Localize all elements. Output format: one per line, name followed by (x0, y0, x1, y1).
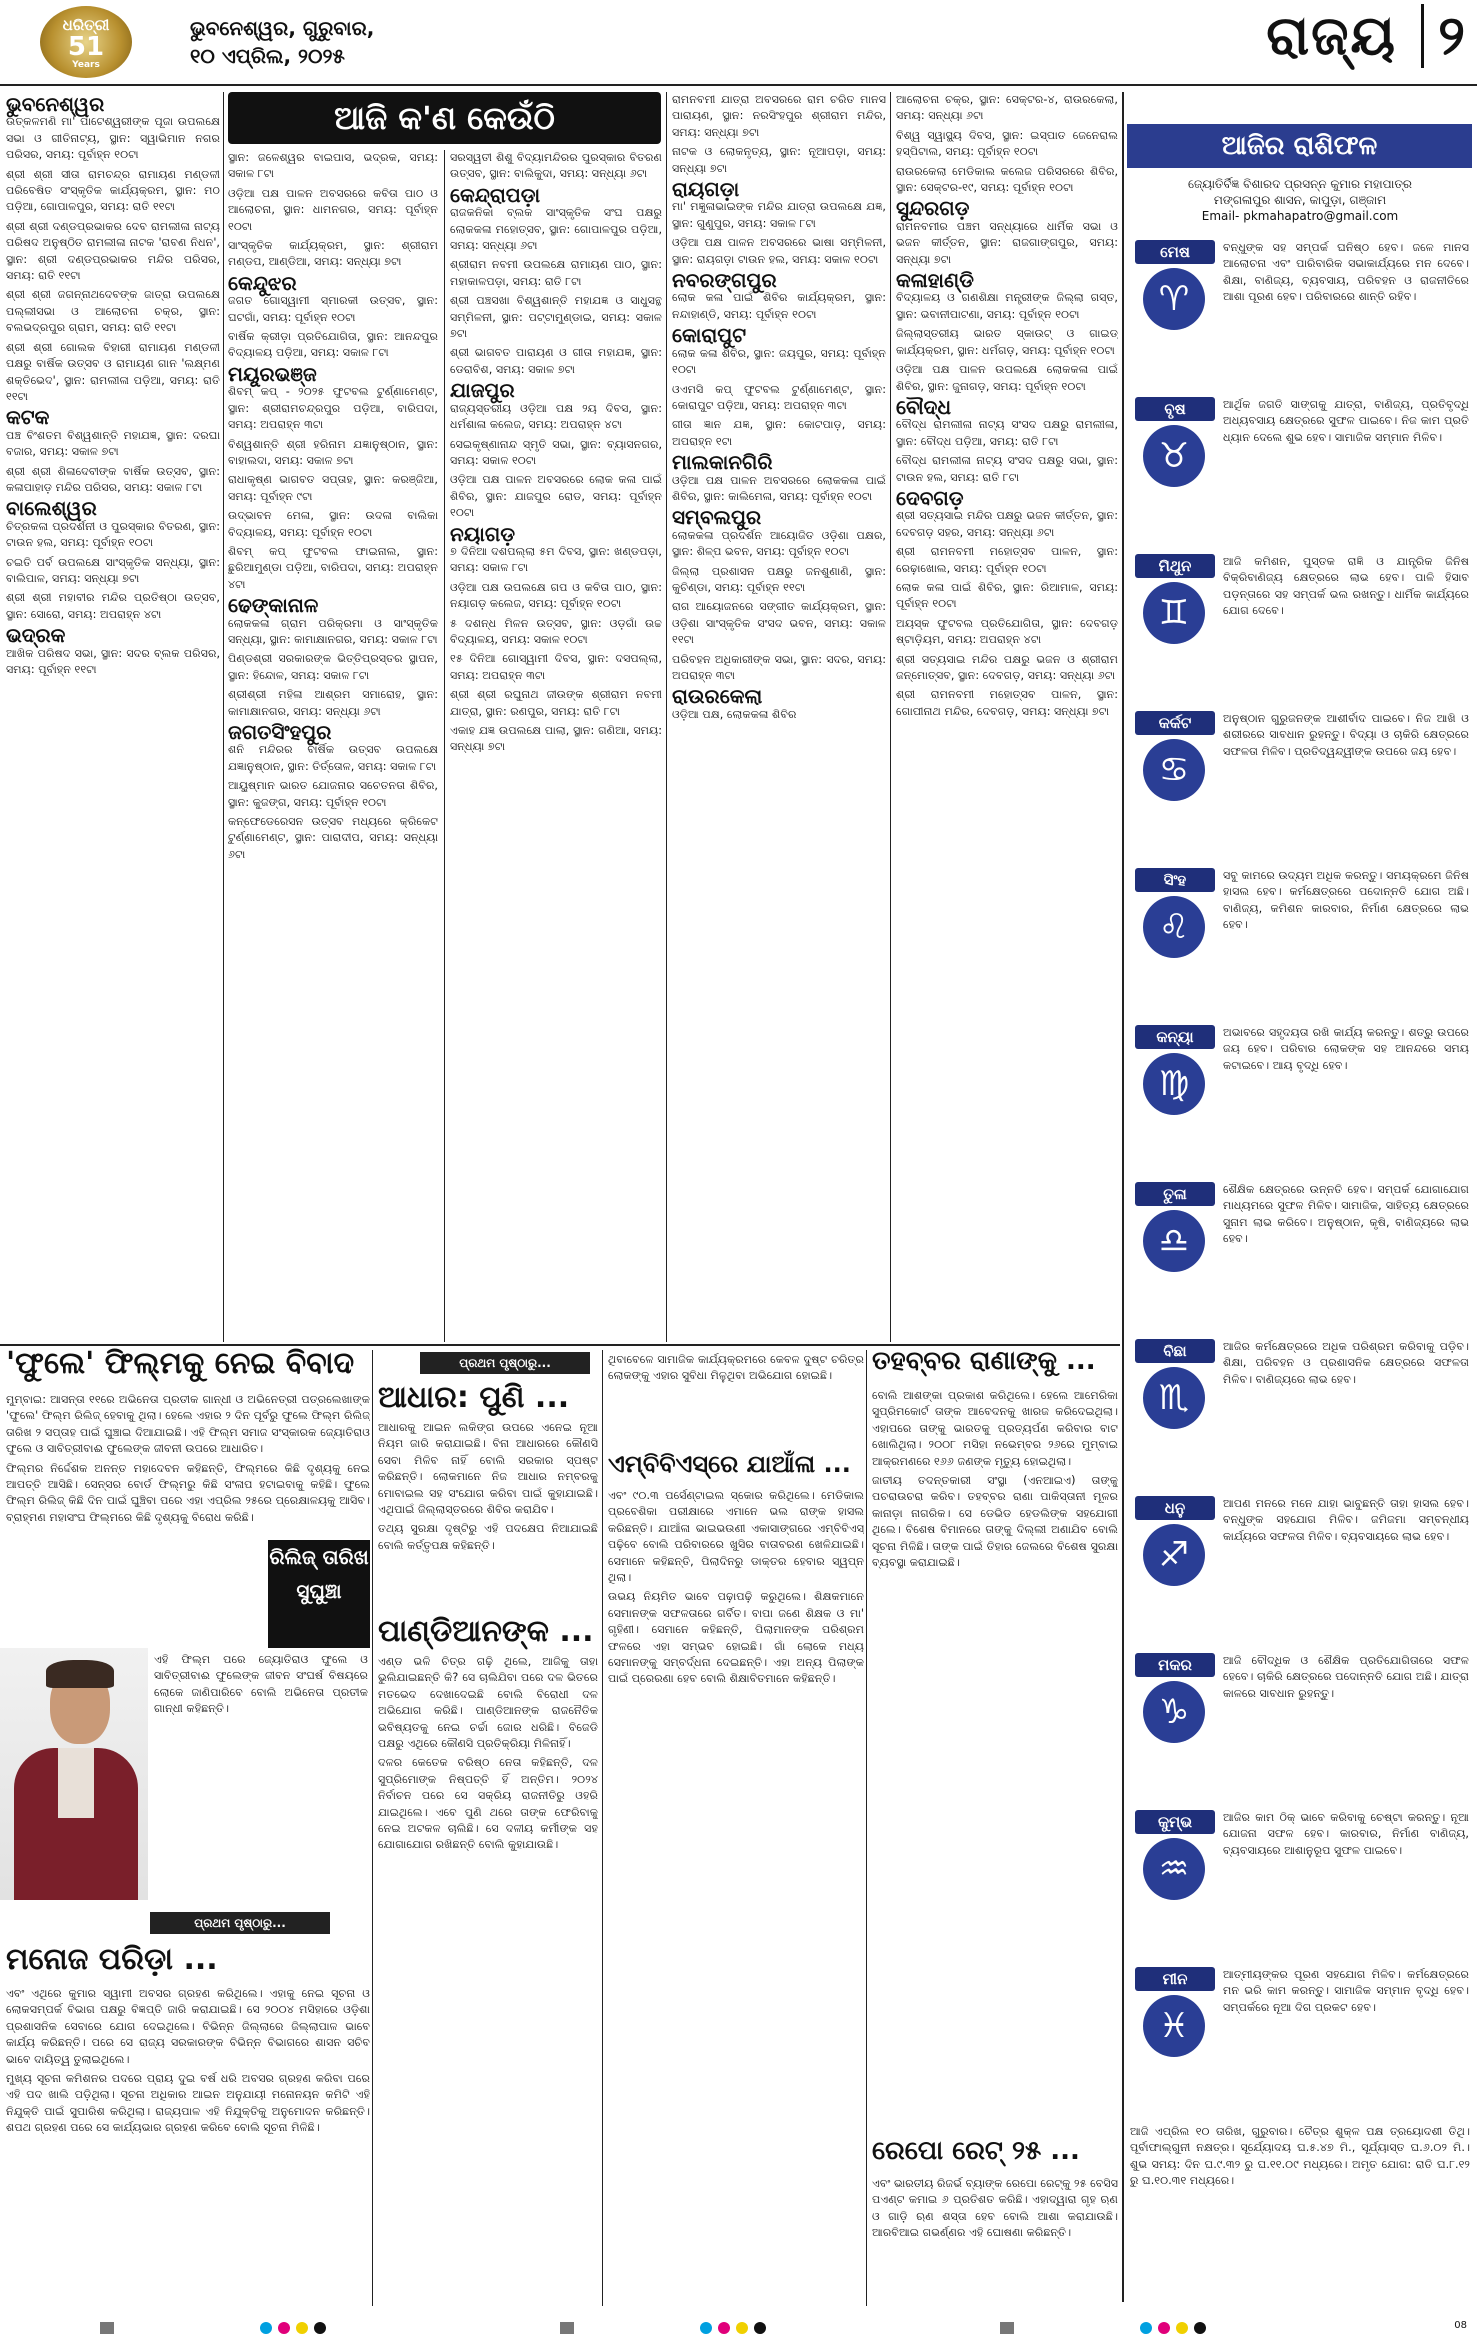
event-item: ଲୋକ କଳା ପାଇଁ ଶିବିର, ସ୍ଥାନ: ରିଆମାଳ, ସମୟ: ପୂର୍ବାହ୍ନ ୧୦ଟା (896, 580, 1118, 611)
registration-dot-magenta (718, 2322, 730, 2334)
registration-dot-magenta (278, 2322, 290, 2334)
registration-dot-black (754, 2322, 766, 2334)
rashi-sign-name: କର୍କଟ (1135, 711, 1215, 735)
event-item: ଶ୍ରୀଶ୍ରୀ ମହିଳା ଆଶ୍ରମ ସମାରୋହ, ସ୍ଥାନ: କାମାକ୍ଷାନଗର, ସମୟ: ସନ୍ଧ୍ୟା ୬ଟା (228, 688, 438, 718)
event-district-heading: ଜଗତସିଂହପୁର (228, 720, 332, 744)
column-rule (223, 92, 224, 1342)
rashi-sign-name: ମେଷ (1135, 240, 1215, 264)
rashi-sign-entry (1127, 1963, 1472, 2075)
event-district-heading: ନବରଙ୍ଗପୁର (672, 268, 777, 293)
event-item: ଓଡ଼ିଆ ପକ୍ଷ ପାଳନ ଉପଲକ୍ଷେ ଲୋକକଳା ପାଇଁ ଶିବିର, ସ୍ଥାନ: ଜୁନାଗଡ଼, ସମୟ: ପୂର୍ବାହ୍ନ ୧୦ଟା (896, 363, 1118, 393)
dateline (190, 14, 374, 70)
event-district-heading: ଯାଜପୁର (450, 378, 515, 403)
column-rule (666, 92, 667, 1342)
column-rule (372, 1350, 373, 2306)
event-item: ବିଦ୍ୟାଳୟ ଓ ଗଣଶିକ୍ଷା ମନ୍ତ୍ରୀଙ୍କ ଜିଲ୍ଲା ଗସ୍ତ, ସ୍ଥାନ: ଭବାନୀପାଟଣା, ସମୟ: ପୂର୍ବାହ୍ନ ୧୦ଟା (896, 291, 1118, 321)
story-manoj-para: ମୁଖ୍ୟ ସୂଚନା କମିଶନର ପଦରେ ପ୍ରାୟ ଦୁଇ ବର୍ଷ ଧରି ଅବସର ଗ୍ରହଣ କରିବା ପରେ ଏହି ପଦ ଖାଲି ପଡ଼ିଥିଲା। ସୂଚନା ଅଧିକାର ଆଇନ ଅନୁଯାୟୀ ମନୋନୟନ କମିଟି ଏହି ନିଯୁକ୍ତି ପାଇଁ ସୁପାରିଶ କରିଥିଲା। ରାଜ୍ୟପାଳ ଏହି ନିଯୁକ୍ତିକୁ ଅନୁମୋଦନ କରିଛନ୍ତି। ଶପଥ ଗ୍ରହଣ ପରେ ସେ କାର୍ଯ୍ୟଭାର ଗ୍ରହଣ କରିବେ ବୋଲି ସୂଚନା ମିଳିଛି। (6, 2072, 370, 2135)
event-item: ଶନି ମନ୍ଦିରର ବାର୍ଷିକ ଉତ୍ସବ ଉପଲକ୍ଷେ ଯଜ୍ଞାନୁଷ୍ଠାନ, ସ୍ଥାନ: ତିର୍ତ୍ତୋଳ, ସମୟ: ସକାଳ ୮ଟା (228, 743, 438, 773)
story-aadhaar-para: ଆଧାରକୁ ଆଇନ ଲକିଙ୍ଗ ଉପରେ ଏନେଇ ନୂଆ ନିୟମ ଜାରି କରାଯାଇଛି। ବିନା ଆଧାରରେ କୌଣସି ସେବା ମିଳିବ ନାହିଁ ବୋଲି ସରକାର ସ୍ପଷ୍ଟ କରିଛନ୍ତି। ଲୋକମାନେ ନିଜ ଆଧାର ନମ୍ବରକୁ ମୋବାଇଲ ସହ ସଂଯୋଗ କରିବା ପାଇଁ କୁହାଯାଇଛି। ଏଥିପାଇଁ ଜିଲ୍ଲାସ୍ତରରେ ଶିବିର କରାଯିବ। (378, 1421, 598, 1517)
rashi-sign-forecast: ଆଜି ବୌଦ୍ଧିକ ଓ ଶୈକ୍ଷିକ ପ୍ରତିଯୋଗିତାରେ ସଫଳ ହେବେ। ଚାକିରି କ୍ଷେତ୍ରରେ ପଦୋନ୍ନତି ଯୋଗ ଅଛି। ଯାତ୍ରା କାଳରେ ସାବଧାନ ରୁହନ୍ତୁ। (1223, 1654, 1469, 1700)
event-item: ଓଡ଼ିଆ ପକ୍ଷ ପାଳନ ଅବସରରେ କବିତା ପାଠ ଓ ଆଲୋଚନା, ସ୍ଥାନ: ଧାମନଗର, ସମୟ: ପୂର୍ବାହ୍ନ ୧୦ଟା (228, 186, 438, 233)
event-item: ଓଡ଼ିଆ ପକ୍ଷ, ଲୋକକଳା ଶିବିର (672, 707, 797, 721)
zodiac-icon: ♊ (1143, 582, 1205, 644)
zodiac-icon: ♒ (1143, 1838, 1205, 1900)
story-pandian-para: ଏଣ୍ଡ ଭଳି ଚିତ୍ର ଗଢ଼ି ଥିଲେ, ଆଜିକୁ ତାହା ଭୁଲିଯାଇଛନ୍ତି କି? ସେ ଚାଲିଯିବା ପରେ ଦଳ ଭିତରେ ମତଭେଦ ଦେଖାଦେଇଛି ବୋଲି ବିରୋଧୀ ଦଳ ଅଭିଯୋଗ କରିଛି। ପାଣ୍ଡିଆନଙ୍କ ରାଜନୈତିକ ଭବିଷ୍ୟତକୁ ନେଇ ଚର୍ଚ୍ଚା ଜୋର ଧରିଛି। ବିଜେଡି ପକ୍ଷରୁ ଏଥିରେ କୌଣସି ପ୍ରତିକ୍ରିୟା ମିଳିନାହିଁ। (378, 1655, 598, 1751)
masthead (0, 0, 1477, 86)
rashi-sign-name: ବୃଷ (1135, 397, 1215, 421)
rashi-sign-forecast: ଆର୍ଥିକ ଜଗତି ସାଙ୍ଗକୁ ଯାତ୍ରା, ବାଣିଜ୍ୟ, ପ୍ରତିବୃଦ୍ଧି ଅଧ୍ୟବସାୟ କ୍ଷେତ୍ରରେ ସୁଫଳ ପାଇବେ। ନିଜ କାମ ପ୍ରତି ଧ୍ୟାନ ଦେଲେ ଶୁଭ ହେବ। ସାମାଜିକ ସମ୍ମାନ ମିଳିବ। (1223, 398, 1469, 444)
rashi-sign-forecast: ଅନୁଷ୍ଠାନ ଗୁରୁଜନଙ୍କ ଆଶୀର୍ବାଦ ପାଇବେ। ନିଜ ଆଖି ଓ ଶରୀରରେ ସାବଧାନ ରୁହନ୍ତୁ। ବିଦ୍ୟା ଓ ଚାକିରି କ୍ଷେତ୍ରରେ ସଫଳତା ମିଳିବ। ପ୍ରତିଦ୍ୱନ୍ଦ୍ୱୀଙ୍କ ଉପରେ ଜୟ ହେବ। (1223, 712, 1469, 758)
event-item: ରାଉରକେଲା ମେଡିକାଲ କଲେଜ ପରିସରରେ ଶିବିର, ସ୍ଥାନ: ସେକ୍ଟର-୧୯, ସମୟ: ପୂର୍ବାହ୍ନ ୧୦ଟା (896, 164, 1118, 195)
event-district-heading: କଳାହାଣ୍ଡି (896, 268, 974, 293)
rashi-sign-forecast: ଆପଣ ମନରେ ମନେ ଯାହା ଭାବୁଛନ୍ତି ତାହା ହାସଲ ହେବ। ବନ୍ଧୁଙ୍କ ସହଯୋଗ ମିଳିବ। ଜମିଜମା ସମ୍ବନ୍ଧୀୟ କାର୍ଯ୍ୟରେ ସଫଳତା ମିଳିବ। ବ୍ୟବସାୟରେ ଲାଭ ହେବ। (1223, 1497, 1469, 1543)
rashi-sign-name: ମକର (1135, 1653, 1215, 1677)
front-page-continued-label: ପ୍ରଥମ ପୃଷ୍ଠାରୁ... (420, 1352, 590, 1374)
event-item: ବିଶ୍ୱଶାନ୍ତି ଶ୍ରୀ ହରିନାମ ଯଜ୍ଞାନୁଷ୍ଠାନ, ସ୍ଥାନ: ବାହାଲଦା, ସମୟ: ସକାଳ ୭ଟା (228, 437, 438, 467)
event-item: ୫ ଦଶନ୍ଧ ମିଳନ ଉତ୍ସବ, ସ୍ଥାନ: ଓଡ଼ଗାଁ ଉଚ୍ଚ ବିଦ୍ୟାଳୟ, ସମୟ: ସକାଳ ୧୦ଟା (450, 616, 662, 646)
actor-photo (0, 1648, 148, 1900)
zodiac-icon: ♋ (1143, 739, 1205, 801)
astrologer-name: ଜ୍ୟୋତିର୍ବିଜ୍ଞ ବିଶାରଦ ପ୍ରସନ୍ନ କୁମାର ମହାପାତ୍ର (1187, 177, 1412, 191)
events-column-5 (896, 92, 1118, 1342)
dateline-date: ୧୦ ଏପ୍ରିଲ, ୨୦୨୫ (190, 44, 345, 68)
photo-shirt (58, 1748, 94, 1818)
astrologer-email: Email- pkmahapatro@gmail.com (1201, 209, 1399, 223)
dateline-place-day: ଭୁବନେଶ୍ୱର, ଗୁରୁବାର, (190, 16, 375, 40)
rashi-sign-entry (1127, 1806, 1472, 1918)
event-item: ଜଗତ ଗୋସ୍ୱାମୀ ସ୍ମାରକୀ ଉତ୍ସବ, ସ୍ଥାନ: ଘଟଗାଁ, ସମୟ: ପୂର୍ବାହ୍ନ ୧୦ଟା (228, 294, 438, 324)
event-item: ରାମନବମୀର ପଞ୍ଚମ ସନ୍ଧ୍ୟାରେ ଧାର୍ମିକ ସଭା ଓ ଭଜନ କୀର୍ତ୍ତନ, ସ୍ଥାନ: ରାଜଗାଙ୍ଗପୁର, ସମୟ: ସନ୍ଧ୍ୟା ୭ଟା (896, 219, 1118, 266)
event-district-heading: ସମ୍ବଲପୁର (672, 505, 762, 530)
registration-dot-cyan (700, 2322, 712, 2334)
event-item: ରାଜ୍ୟସ୍ତରୀୟ ଓଡ଼ିଆ ପକ୍ଷ ୨ୟ ଦିବସ, ସ୍ଥାନ: ଧର୍ମଶାଳା କଲେଜ, ସମୟ: ଅପରାହ୍ନ ୪ଟା (450, 401, 662, 432)
event-item: ପଞ୍ଚ ବିଂଶତମ ବିଶ୍ୱଶାନ୍ତି ମହାଯଜ୍ଞ, ସ୍ଥାନ: ଦରଘା ବଜାର, ସମୟ: ସକାଳ ୭ଟା (6, 428, 220, 459)
story-mbbs-para: ଉଭୟ ନିୟମିତ ଭାବେ ପଢ଼ାପଢ଼ି କରୁଥିଲେ। ଶିକ୍ଷକମାନେ ସେମାନଙ୍କ ସଫଳତାରେ ଗର୍ବିତ। ବାପା ଜଣେ ଶିକ୍ଷକ ଓ ମା' ଗୃହିଣୀ। ସେମାନେ କହିଛନ୍ତି, ପିଲାମାନଙ୍କ ପରିଶ୍ରମ ଫଳରେ ଏହା ସମ୍ଭବ ହୋଇଛି। ଗାଁ ଲୋକେ ମଧ୍ୟ ସେମାନଙ୍କୁ ସମ୍ବର୍ଦ୍ଧନା ଦେଇଛନ୍ତି। ଏହା ଅନ୍ୟ ପିଲାଙ୍କ ପାଇଁ ପ୍ରେରଣା ହେବ ବୋଲି ଶିକ୍ଷାବିତମାନେ କହିଛନ୍ତି। (608, 1590, 864, 1686)
rashi-sign-entry (1127, 1335, 1472, 1447)
event-district-heading: ବୌଦ୍ଧ (896, 394, 951, 419)
rashi-sign-name: କୁମ୍ଭ (1135, 1810, 1215, 1834)
event-item: ଚିତ୍ରକଳା ପ୍ରଦର୍ଶନୀ ଓ ପୁରସ୍କାର ବିତରଣ, ସ୍ଥାନ: ଟାଉନ ହଲ, ସମୟ: ପୂର୍ବାହ୍ନ ୧୦ଟା (6, 519, 220, 550)
event-item: ଜିଲ୍ଲାସ୍ତରୀୟ ଭାରତ ସ୍କାଉଟ୍ ଓ ଗାଇଡ୍ କାର୍ଯ୍ୟକ୍ରମ, ସ୍ଥାନ: ଧର୍ମଗଡ଼, ସମୟ: ପୂର୍ବାହ୍ନ ୧୦ଟା (896, 327, 1118, 357)
story-manoj-para: ଏବଂ ଏଥିରେ କୁମାର ସ୍ୱାମୀ ଅବସର ଗ୍ରହଣ କରିଥିଲେ। ଏହାକୁ ନେଇ ସୂଚନା ଓ ଲୋକସମ୍ପର୍କ ବିଭାଗ ପକ୍ଷରୁ ବିଜ୍ଞପ୍ତି ଜାରି କରାଯାଇଛି। ସେ ୨୦୦୪ ମସିହାରେ ଓଡ଼ିଶା ପ୍ରଶାସନିକ ସେବାରେ ଯୋଗ ଦେଇଥିଲେ। ବିଭିନ୍ନ ଜିଲ୍ଲାରେ ଜିଲ୍ଲାପାଳ ଭାବେ କାର୍ଯ୍ୟ କରିଛନ୍ତି। ପରେ ସେ ରାଜ୍ୟ ସରକାରଙ୍କ ବିଭିନ୍ନ ବିଭାଗରେ ଶାସନ ସଚିବ ଭାବେ ଦାୟିତ୍ୱ ତୁଲାଇଥିଲେ। (6, 1987, 370, 2066)
registration-bar (100, 2322, 114, 2334)
zodiac-icon: ♎ (1143, 1210, 1205, 1272)
column-rule (602, 1350, 603, 2306)
event-item: ରାମନବମୀ ଯାତ୍ରା ଅବସରରେ ରାମ ଚରିତ ମାନସ ପାରାୟଣ, ସ୍ଥାନ: ନରସିଂହପୁର ଶ୍ରୀରାମ ମନ୍ଦିର, ସମୟ: ସନ୍ଧ୍ୟା ୭ଟା (672, 93, 886, 139)
rashi-sign-name: ତୁଳା (1135, 1182, 1215, 1206)
headline-mbbs: ଏମ୍‌ବିବିଏସ୍‌ରେ ଯାଆଁଳା ... (608, 1450, 851, 1478)
event-district-heading: କେନ୍ଦ୍ରାପଡ଼ା (450, 182, 541, 207)
rashi-sign-entry (1127, 707, 1472, 819)
page-number: ୨ (1421, 4, 1465, 68)
headline-phule: 'ଫୁଲେ' ଫିଲ୍ମକୁ ନେଇ ବିବାଦ (6, 1346, 355, 1381)
headline-tahawwur: ତହବ୍ବର ରାଣାଙ୍କୁ ... (872, 1346, 1096, 1376)
zodiac-icon: ♈ (1143, 268, 1205, 330)
event-item: ଚଇତି ପର୍ବ ଉପଲକ୍ଷେ ସାଂସ୍କୃତିକ ସନ୍ଧ୍ୟା, ସ୍ଥାନ: ବାଲିପାଳ, ସମୟ: ସନ୍ଧ୍ୟା ୭ଟା (6, 555, 220, 585)
zodiac-icon: ♑ (1143, 1681, 1205, 1743)
event-item: ୭ ଦିନିଆ ଦଶପଲ୍ଲା ୫ମ ଦିବସ, ସ୍ଥାନ: ଖଣ୍ଡପଡ଼ା, ସମୟ: ସକାଳ ୮ଟା (450, 544, 662, 575)
logo-years-label: Years (72, 60, 100, 70)
event-district-heading: କଟକ (6, 405, 50, 430)
events-banner: ଆଜି କ'ଣ କେଉଁଠି (228, 92, 661, 144)
event-item: ଶ୍ରୀ ସତ୍ୟସାଇ ମନ୍ଦିର ପକ୍ଷରୁ ଭଜନ କୀର୍ତ୍ତନ, ସ୍ଥାନ: ଦେବଗଡ଼ ସହର, ସମୟ: ସନ୍ଧ୍ୟା ୬ଟା (896, 509, 1118, 539)
column-rule (866, 1350, 867, 2306)
event-item: ଅୟସ୍କ ଫୁଟବଲ ପ୍ରତିଯୋଗିତା, ସ୍ଥାନ: ଦେବଗଡ଼ ଷ୍ଟାଡ଼ିୟମ, ସମୟ: ଅପରାହ୍ନ ୪ଟା (896, 616, 1118, 647)
event-item: ଶ୍ରୀ ଶ୍ରୀ ଶିଳାଦେବୀଙ୍କ ବାର୍ଷିକ ଉତ୍ସବ, ସ୍ଥାନ: କଳାପାହାଡ଼ ମନ୍ଦିର ପରିସର, ସମୟ: ସକାଳ ୮ଟା (6, 464, 220, 494)
event-item: ଶ୍ରୀ ଶ୍ରୀ ଜଗନ୍ନାଥଦେବଙ୍କ ଜାତ୍ରା ଉପଲକ୍ଷେ ପଲ୍ଲୀସଭା ଓ ଆଲୋଚନା ଚକ୍ର, ସ୍ଥାନ: ବଲଭଦ୍ରପୁର ଗ୍ରାମ, ସମୟ: ରାତି ୧୧ଟା (6, 288, 220, 335)
registration-dot-yellow (296, 2322, 308, 2334)
registration-dot-black (314, 2322, 326, 2334)
event-item: ପିଣ୍ଡଶ୍ରୀ ସରକାରଙ୍କ ଭିତ୍ତିପ୍ରସ୍ତର ସ୍ଥାପନ, ସ୍ଥାନ: ହିନ୍ଦୋଳ, ସମୟ: ସକାଳ ୮ଟା (228, 652, 438, 682)
rashi-sign-forecast: ଆତ୍ମୀୟଙ୍କର ପୂରଣ ସହଯୋଗ ମିଳିବ। କର୍ମକ୍ଷେତ୍ରରେ ମନ ଭରି କାମ କରନ୍ତୁ। ସାମାଜିକ ସମ୍ମାନ ବୃଦ୍ଧି ହେବ। ସମ୍ପର୍କରେ ନୂଆ ଦିଗ ପ୍ରକଟ ହେବ। (1223, 1968, 1469, 2014)
event-item: ଶ୍ରୀ ଶ୍ରୀ ଗୋଲକ ବିହାରୀ ରାମାୟଣ ମଣ୍ଡଳୀ ପକ୍ଷରୁ ବାର୍ଷିକ ଉତ୍ସବ ଓ ରାମାୟଣ ଗାନ 'ଲକ୍ଷ୍ମଣ ଶକ୍ତିଭେଦ', ସ୍ଥାନ: ରାମଲୀଳା ପଡ଼ିଆ, ସମୟ: ରାତି ୧୧ଟା (6, 340, 220, 403)
rashi-sign-name: ଧନୁ (1135, 1496, 1215, 1520)
page-code: 08 (1454, 2320, 1467, 2331)
event-item: ଓଏମସି କପ୍ ଫୁଟବଲ ଟୁର୍ଣ୍ଣାମେଣ୍ଟ, ସ୍ଥାନ: କୋରାପୁଟ ପଡ଼ିଆ, ସମୟ: ଅପରାହ୍ନ ୩ଟା (672, 382, 886, 412)
rashi-sign-forecast: ବନ୍ଧୁଙ୍କ ସହ ସମ୍ପର୍କ ଘନିଷ୍ଠ ହେବ। ଜଳେ ମାନସ ଆଲୋଚନା ଏବଂ ପାରିବାରିକ ସଭାକାର୍ଯ୍ୟରେ ମନ ଦେବେ। ଶିକ୍ଷା, ବାଣିଜ୍ୟ, ବ୍ୟବସାୟ, ପରିବହନ ଓ ରାଜନୀତିରେ ଆଶା ପୂରଣ ହେବ। ପରିବାରରେ ଶାନ୍ତି ରହିବ। (1223, 241, 1469, 304)
newspaper-logo (40, 6, 132, 78)
event-item: ଲୋକକଳା ପ୍ରଦର୍ଶନ ଆୟୋଜିତ ଓଡ଼ିଶା ପକ୍ଷର, ସ୍ଥାନ: ଶିଳ୍ପ ଭବନ, ସମୟ: ପୂର୍ବାହ୍ନ ୧୦ଟା (672, 528, 886, 559)
registration-dot-yellow (736, 2322, 748, 2334)
rashi-sign-entry (1127, 1649, 1472, 1761)
rashi-sign-forecast: ଅଭାବରେ ସହୃଦୟତା ରଖି କାର୍ଯ୍ୟ କରନ୍ତୁ। ଶତ୍ରୁ ଉପରେ ଜୟ ହେବ। ପରିବାର ଲୋକଙ୍କ ସହ ଆନନ୍ଦରେ ସମୟ କଟାଇବେ। ଆୟ ବୃଦ୍ଧି ହେବ। (1223, 1026, 1469, 1072)
event-item: ଶ୍ରୀ ପଞ୍ଚସଖା ବିଶ୍ୱଶାନ୍ତି ମହାଯଜ୍ଞ ଓ ସାଧୁସନ୍ଥ ସମ୍ମିଳନୀ, ସ୍ଥାନ: ପଟ୍ଟାମୁଣ୍ଡାଇ, ସମୟ: ସକାଳ ୭ଟା (450, 294, 662, 341)
event-item: ଆଲୋଚନା ଚକ୍ର, ସ୍ଥାନ: ସେକ୍ଟର-୪, ରାଉରକେଲା, ସମୟ: ସନ୍ଧ୍ୟା ୬ଟା (896, 93, 1118, 123)
event-item: ସରସ୍ୱତୀ ଶିଶୁ ବିଦ୍ୟାମନ୍ଦିରର ପୁରସ୍କାର ବିତରଣ ଉତ୍ସବ, ସ୍ଥାନ: ବାଲିକୁଦା, ସମୟ: ସନ୍ଧ୍ୟା ୬ଟା (450, 151, 662, 181)
event-district-heading: ମାଲକାନଗିରି (672, 450, 773, 475)
column-rule (890, 92, 891, 1342)
event-district-heading: ଦେବଗଡ଼ (896, 485, 964, 510)
rashi-sign-name: ମିଥୁନ (1135, 554, 1215, 578)
astrologer-credit (1140, 176, 1460, 224)
logo-years: 51 (67, 32, 105, 62)
events-column-1 (6, 92, 220, 1342)
zodiac-icon: ♏ (1143, 1367, 1205, 1429)
registration-bar (1000, 2322, 1014, 2334)
registration-dot-yellow (1176, 2322, 1188, 2334)
rashiphal-heading: ଆଜିର ରାଶିଫଳ (1127, 124, 1472, 168)
byline-box: ରିଲିଜ୍ ତାରିଖ ସୁଘୁଞ୍ଚା (268, 1540, 370, 1648)
story-mbbs-lead: ଥିବାବେଳେ ସାମାଜିକ କାର୍ଯ୍ୟକ୍ରମରେ କେବଳ ଦୁଷ୍ଟ ଚରିତ୍ର ଲୋକଙ୍କୁ ଏହାର ସୁବିଧା ମିଳୁଥିବା ଅଭିଯୋଗ ହୋଇଛି। (608, 1353, 864, 1383)
rashi-sign-forecast: ଆଜିର କର୍ମକ୍ଷେତ୍ରରେ ଅଧିକ ପରିଶ୍ରମ କରିବାକୁ ପଡ଼ିବ। ଶିକ୍ଷା, ପରିବହନ ଓ ପ୍ରଶାସନିକ କ୍ଷେତ୍ରରେ ସଫଳତା ମିଳିବ। ବାଣିଜ୍ୟରେ ଲାଭ ହେବ। (1223, 1340, 1469, 1386)
event-item: ଆଖିକ ପରିଷଦ ସଭା, ସ୍ଥାନ: ସଦର ବ୍ଲକ ପରିସର, ସମୟ: ପୂର୍ବାହ୍ନ ୧୧ଟା (6, 646, 220, 676)
rashi-sign-forecast: ଆଜି କମିଶନ, ପୁସ୍ତକ ରାଜ୍ଞି ଓ ଯାନ୍ତ୍ରିକ ଜିନିଷ ବିକ୍ରିବାଣିଜ୍ୟ କ୍ଷେତ୍ରରେ ଲାଭ ହେବ। ପାଳି ହିସାବ ପଡ଼ନ୍ତାରେ ସହ ସମ୍ପର୍କ ଭଲ ରଖନ୍ତୁ। ଧାର୍ମିକ କାର୍ଯ୍ୟରେ ଯୋଗ ଦେବେ। (1223, 555, 1469, 618)
story-phule-para: ଫିଲ୍ମର ନିର୍ଦ୍ଦେଶକ ଅନନ୍ତ ମହାଦେବନ କହିଛନ୍ତି, ଫିଲ୍ମରେ କିଛି ଦୃଶ୍ୟକୁ ନେଇ ଆପତ୍ତି ଆସିଛି। ସେନ୍ସର ବୋର୍ଡ ଫିଲ୍ମରୁ କିଛି ସଂଳାପ ହଟାଇବାକୁ କହିଛି। ଫୁଲେ ଫିଲ୍ମ ରିଲିଜ୍ କିଛି ଦିନ ପାଇଁ ଘୁଞ୍ଚିବା ପରେ ଏହା ଏପ୍ରିଲ ୨୫ରେ ପ୍ରେକ୍ଷାଳୟକୁ ଆସିବ। ବ୍ରାହ୍ମଣ ମହାସଂଘ ଫିଲ୍ମରେ କିଛି ଦୃଶ୍ୟକୁ ବିରୋଧ କରିଛି। (6, 1461, 370, 1524)
story-manoj (6, 1986, 370, 2306)
event-item: ଉତ୍କଳମଣି ମା' ପାଟେଶ୍ୱରୀଙ୍କ ପୂଜା ଉପଲକ୍ଷେ ସଭା ଓ ଗୀତିନାଟ୍ୟ, ସ୍ଥାନ: ସ୍ୱାଭିମାନ ନଗର ପରିସର, ସମୟ: ପୂର୍ବାହ୍ନ ୧୦ଟା (6, 115, 220, 162)
rashi-sign-entry (1127, 393, 1472, 505)
event-item: ଆୟୁଷ୍ମାନ ଭାରତ ଯୋଜନାର ସଚେତନତା ଶିବିର, ସ୍ଥାନ: କୁଜଙ୍ଗ, ସମୟ: ପୂର୍ବାହ୍ନ ୧୦ଟା (228, 779, 438, 809)
event-district-heading: ମୟୂରଭଞ୍ଜ (228, 361, 317, 386)
section-title: ରାଜ୍ୟ (1266, 4, 1397, 67)
event-item: ଶ୍ରୀ ରାମନବମୀ ମହୋତ୍ସବ ପାଳନ, ସ୍ଥାନ: ଗୋପୀନାଥ ମନ୍ଦିର, ଦେବଗଡ଼, ସମୟ: ସନ୍ଧ୍ୟା ୭ଟା (896, 688, 1118, 718)
events-column-3 (450, 150, 662, 1342)
story-mbbs (608, 1488, 864, 2306)
zodiac-icon: ♐ (1143, 1524, 1205, 1586)
rashi-sign-name: କନ୍ୟା (1135, 1025, 1215, 1049)
astrologer-address: ମଙ୍ଗଳାପୁର ଶାସନ, କାପୁଡ଼ା, ଗଞ୍ଜାମ (1213, 193, 1387, 207)
event-item: କନ୍ଫେଡେରେସନ ଉତ୍ସବ ମଧ୍ୟରେ କ୍ରିକେଟ ଟୁର୍ଣ୍ଣାମେଣ୍ଟ, ସ୍ଥାନ: ପାରାଦୀପ, ସମୟ: ସନ୍ଧ୍ୟା ୬ଟା (228, 815, 438, 861)
event-district-heading: ଭୁବନେଶ୍ୱର (6, 92, 105, 116)
event-item: ଉଦ୍ଭାବନ ମେଳା, ସ୍ଥାନ: ଉଦଳା ବାଲିକା ବିଦ୍ୟାଳୟ, ସମୟ: ପୂର୍ବାହ୍ନ ୧୦ଟା (228, 509, 438, 539)
event-district-heading: ନୟାଗଡ଼ (450, 521, 516, 546)
headline-aadhaar: ଆଧାର: ପୁଣି ... (378, 1380, 570, 1415)
event-item: ଓଡ଼ିଆ ପକ୍ଷ ପାଳନ ଅବସରରେ ଭାଷା ସମ୍ମିଳନୀ, ସ୍ଥାନ: ରାୟଗଡ଼ା ଟାଉନ ହଲ, ସମୟ: ସକାଳ ୧୦ଟା (672, 236, 886, 266)
registration-dot-magenta (1158, 2322, 1170, 2334)
event-district-heading: ଢେଙ୍କାନାଳ (228, 593, 319, 618)
event-item: ଓଡ଼ିଆ ପକ୍ଷ ଉପଲକ୍ଷେ ଗପ ଓ କବିତା ପାଠ, ସ୍ଥାନ: ନୟାଗଡ଼ କଲେଜ, ସମୟ: ପୂର୍ବାହ୍ନ ୧୦ଟା (450, 580, 662, 611)
rashi-sign-entry (1127, 236, 1472, 348)
event-item: ବାର୍ଷିକ କ୍ରୀଡ଼ା ପ୍ରତିଯୋଗିତା, ସ୍ଥାନ: ଆନନ୍ଦପୁର ବିଦ୍ୟାଳୟ ପଡ଼ିଆ, ସମୟ: ସକାଳ ୮ଟା (228, 330, 438, 360)
column-rule (1122, 92, 1124, 2302)
event-district-heading: ରାୟଗଡ଼ା (672, 177, 740, 202)
panjika: ଆଜି ଏପ୍ରିଲ ୧୦ ତାରିଖ, ଗୁରୁବାର। ଚୈତ୍ର ଶୁକ୍ଳ ପକ୍ଷ ତ୍ରୟୋଦଶୀ ତିଥି। ପୂର୍ବାଫାଲ୍ଗୁନୀ ନକ୍ଷତ୍ର। ସୂର୍ଯ୍ୟୋଦୟ ଘ.୫.୪୭ ମି., ସୂର୍ଯ୍ୟାସ୍ତ ଘ.୬.୦୨ ମି.। ଶୁଭ ସମୟ: ଦିନ ଘ.୯.୩୨ ରୁ ଘ.୧୧.୦୯ ମଧ୍ୟରେ। ଅମୃତ ଯୋଗ: ରାତି ଘ.୮.୧୨ ରୁ ଘ.୧୦.୩୧ ମଧ୍ୟରେ। (1130, 2125, 1470, 2188)
event-item: ଓଡ଼ିଆ ପକ୍ଷ ପାଳନ ଅବସରରେ ଲୋକକଳା ପାଇଁ ଶିବିର, ସ୍ଥାନ: କାଲିମେଳା, ସମୟ: ପୂର୍ବାହ୍ନ ୧୦ଟା (672, 473, 886, 503)
story-phule-para: ମୁମ୍ବାଇ: ଆସନ୍ତା ୧୧ରେ ଅଭିନେତା ପ୍ରତୀକ ଗାନ୍ଧୀ ଓ ଅଭିନେତ୍ରୀ ପତ୍ରଲେଖାଙ୍କ 'ଫୁଲେ' ଫିଲ୍ମ ରିଲିଜ୍ ହେବାକୁ ଥିଲା। ହେଲେ ଏହାର ୨ ଦିନ ପୂର୍ବରୁ ଫୁଲେ ଫିଲ୍ମ ରିଲିଜ୍ ତାରିଖ ୨ ସପ୍ତାହ ପାଇଁ ଘୁଞ୍ଚାଇ ଦିଆଯାଇଛି। ଏହି ଫିଲ୍ମ ସମାଜ ସଂସ୍କାରକ ଜ୍ୟୋତିରାଓ ଫୁଲେ ଓ ସାବିତ୍ରୀବାଈ ଫୁଲେଙ୍କ ଜୀବନୀ ଉପରେ ଆଧାରିତ। (6, 1393, 370, 1456)
event-item: ନାଟକ ଓ ଲୋକନୃତ୍ୟ, ସ୍ଥାନ: ନୂଆପଡ଼ା, ସମୟ: ସନ୍ଧ୍ୟା ୭ଟା (672, 145, 886, 175)
registration-bar (560, 2322, 574, 2334)
photo-hair (46, 1660, 114, 1688)
event-item: ଶ୍ରୀ ସତ୍ୟସାଇ ମନ୍ଦିର ପକ୍ଷରୁ ଭଜନ ଓ ଶ୍ରୀରାମ ଜନ୍ମୋତ୍ସବ, ସ୍ଥାନ: ଦେବଗଡ଼, ସମୟ: ସନ୍ଧ୍ୟା ୬ଟା (896, 652, 1118, 682)
event-item: ପରିବହନ ଅଧିକାରୀଙ୍କ ସଭା, ସ୍ଥାନ: ସଦର, ସମୟ: ଅପରାହ୍ନ ୩ଟା (672, 652, 886, 682)
event-district-heading: କେନ୍ଦୁଝର (228, 270, 297, 295)
event-item: ଲୋକ କଳା ପାଇଁ ଶିବିର କାର୍ଯ୍ୟକ୍ରମ, ସ୍ଥାନ: ନନ୍ଦାହାଣ୍ଡି, ସମୟ: ପୂର୍ବାହ୍ନ ୧୦ଟା (672, 291, 886, 321)
rashi-sign-name: ବିଛା (1135, 1339, 1215, 1363)
story-aadhaar (378, 1420, 598, 1610)
event-item: ସେଇକୃଷ୍ଣାନାନ୍ଦ ସ୍ମୃତି ସଭା, ସ୍ଥାନ: ବ୍ୟାସନଗର, ସମୟ: ସକାଳ ୧୦ଟା (450, 437, 662, 467)
event-district-heading: ଭଦ୍ରକ (6, 623, 66, 648)
rashi-sign-entry (1127, 1178, 1472, 1290)
registration-dot-cyan (260, 2322, 272, 2334)
event-item: ଶ୍ରୀରାମ ନବମୀ ଉପଲକ୍ଷେ ରାମାୟଣ ପାଠ, ସ୍ଥାନ: ମହାକାଳପଡ଼ା, ସମୟ: ରାତି ୮ଟା (450, 258, 662, 288)
zodiac-icon: ♉ (1143, 425, 1205, 487)
story-aadhaar-para: ତଥ୍ୟ ସୁରକ୍ଷା ଦୃଷ୍ଟିରୁ ଏହି ପଦକ୍ଷେପ ନିଆଯାଇଛି ବୋଲି କର୍ତ୍ତୃପକ୍ଷ କହିଛନ୍ତି। (378, 1522, 598, 1552)
headline-repo: ରେପୋ ରେଟ୍ ୨୫ ... (872, 2136, 1080, 2166)
event-item: ଲୋକ କଳା ଶିବିର, ସ୍ଥାନ: ଜୟପୁର, ସମୟ: ପୂର୍ବାହ୍ନ ୧୦ଟା (672, 346, 886, 377)
event-item: ଗୀତା ଜ୍ଞାନ ଯଜ୍ଞ, ସ୍ଥାନ: କୋଟପାଡ଼, ସମୟ: ଅପରାହ୍ନ ୧ଟା (672, 418, 886, 448)
story-tahawwur-para: ଜାତୀୟ ତଦନ୍ତକାରୀ ସଂସ୍ଥା (ଏନଆଇଏ) ତାଙ୍କୁ ପଚରାଉଚରା କରିବ। ତହବ୍ବର ରାଣା ପାକିସ୍ତାନୀ ମୂଳର କାନାଡ଼ା ନାଗରିକ। ସେ ଡେଭିଡ ହେଡଲିଙ୍କ ସହଯୋଗୀ ଥିଲେ। ବିଶେଷ ବିମାନରେ ତାଙ୍କୁ ଦିଲ୍ଲୀ ଅଣାଯିବ ବୋଲି ସୂଚନା ମିଳିଛି। ତାଙ୍କ ପାଇଁ ତିହାର ଜେଲରେ ବିଶେଷ ସୁରକ୍ଷା ବ୍ୟବସ୍ଥା କରାଯାଇଛି। (872, 1474, 1118, 1570)
event-item: ଲୋକକଳା ଗ୍ରାମ ପରିକ୍ରମା ଓ ସାଂସ୍କୃତିକ ସନ୍ଧ୍ୟା, ସ୍ଥାନ: କାମାକ୍ଷାନଗର, ସମୟ: ସକାଳ ୮ଟା (228, 616, 438, 646)
rashi-sign-entry (1127, 550, 1472, 662)
logo-brand: ଧରିତ୍ରୀ (62, 16, 110, 34)
event-item: ବୌଦ୍ଧ ରାମଲୀଳା ନାଟ୍ୟ ସଂସଦ ପକ୍ଷରୁ ରାମଲୀଳା, ସ୍ଥାନ: ବୌଦ୍ଧ ପଡ଼ିଆ, ସମୟ: ରାତି ୮ଟା (896, 418, 1118, 448)
event-item: ସ୍ଥାନ: ଜଳେଶ୍ୱର ବାଇପାସ, ଭଦ୍ରକ, ସମୟ: ସକାଳ ୮ଟା (228, 151, 438, 181)
rashi-sign-entry (1127, 1492, 1472, 1604)
headline-pandian: ପାଣ୍ଡିଆନଙ୍କ ... (378, 1614, 594, 1649)
event-item: ଶ୍ରୀ ଶ୍ରୀ ମହାବୀର ମନ୍ଦିର ପ୍ରତିଷ୍ଠା ଉତ୍ସବ, ସ୍ଥାନ: ସୋରୋ, ସମୟ: ଅପରାହ୍ନ ୪ଟା (6, 591, 220, 621)
story-repo: ଏବଂ ଭାରତୀୟ ରିଜର୍ଭ ବ୍ୟାଙ୍କ ରେପୋ ରେଟ୍‌କୁ ୨୫ ବେସିସ ପଏଣ୍ଟ କମାଇ ୬ ପ୍ରତିଶତ କରିଛି। ଏହାଦ୍ୱାରା ଗୃହ ଋଣ ଓ ଗାଡ଼ି ଋଣ ଶସ୍ତା ହେବ ବୋଲି ଆଶା କରାଯାଉଛି। ଆରବିଆଇ ଗଭର୍ଣ୍ଣର ଏହି ଘୋଷଣା କରିଛନ୍ତି। (872, 2177, 1118, 2240)
rashi-sign-entry (1127, 864, 1472, 976)
event-item: ବିଶ୍ୱ ସ୍ୱାସ୍ଥ୍ୟ ଦିବସ, ସ୍ଥାନ: ଇସ୍ପାତ ଜେନେରାଲ ହସ୍ପିଟାଲ, ସମୟ: ପୂର୍ବାହ୍ନ ୧୦ଟା (896, 128, 1118, 159)
rashi-sign-name: ସିଂହ (1135, 868, 1215, 892)
registration-dot-black (1194, 2322, 1206, 2334)
rashi-sign-forecast: ଶୈକ୍ଷିକ କ୍ଷେତ୍ରରେ ଉନ୍ନତି ହେବ। ସମ୍ପର୍କ ଯୋଗାଯୋଗ ମାଧ୍ୟମରେ ସୁଫଳ ମିଳିବ। ସାମାଜିକ, ସାହିତ୍ୟ କ୍ଷେତ୍ରରେ ସୁନାମ ଲାଭ କରିବେ। ଅନୁଷ୍ଠାନ, କୃଷି, ବାଣିଜ୍ୟରେ ଲାଭ ହେବ। (1223, 1183, 1469, 1246)
event-item: ରାଧାକୃଷ୍ଣ ଭାଗବତ ସପ୍ତାହ, ସ୍ଥାନ: କରଞ୍ଜିଆ, ସମୟ: ପୂର୍ବାହ୍ନ ୯ଟା (228, 473, 438, 503)
event-item: ରାଗ ଆୟୋଜନରେ ସଙ୍ଗୀତ କାର୍ଯ୍ୟକ୍ରମ, ସ୍ଥାନ: ଓଡ଼ିଶା ସାଂସ୍କୃତିକ ସଂସଦ ଭବନ, ସମୟ: ସକାଳ ୧୧ଟା (672, 600, 886, 647)
event-district-heading: କୋରାପୁଟ (672, 323, 747, 348)
print-footer (0, 2314, 1477, 2339)
event-item: ଜିଲ୍ଲା ପ୍ରଶାସନ ପକ୍ଷରୁ ଜନଶୁଣାଣି, ସ୍ଥାନ: କୁଚିଣ୍ଡା, ସମୟ: ପୂର୍ବାହ୍ନ ୧୧ଟା (672, 564, 886, 594)
event-item: ବୌଦ୍ଧ ରାମଲୀଳା ନାଟ୍ୟ ସଂସଦ ପକ୍ଷରୁ ସଭା, ସ୍ଥାନ: ଟାଉନ ହଲ, ସମୟ: ରାତି ୮ଟା (896, 454, 1118, 484)
event-district-heading: ସୁନ୍ଦରଗଡ଼ (896, 196, 970, 221)
event-item: ଏକାହ ଯଜ୍ଞ ଉପଲକ୍ଷେ ପାଲା, ସ୍ଥାନ: ଗଣିଆ, ସମୟ: ସନ୍ଧ୍ୟା ୭ଟା (450, 724, 662, 754)
event-item: ରାଜକନିକା ବ୍ଲକ ସାଂସ୍କୃତିକ ସଂଘ ପକ୍ଷରୁ ଲୋକକଳା ମହୋତ୍ସବ, ସ୍ଥାନ: ଗୋପାଳପୁର ପଡ଼ିଆ, ସମୟ: ସନ୍ଧ୍ୟା ୬ଟା (450, 206, 662, 253)
event-item: ଶ୍ରୀ ଶ୍ରୀ ରଘୁନାଥ ଜୀଉଙ୍କ ଶ୍ରୀରାମ ନବମୀ ଯାତ୍ରା, ସ୍ଥାନ: ରଣପୁର, ସମୟ: ରାତି ୮ଟା (450, 688, 662, 718)
event-district-heading: ବାଲେଶ୍ୱର (6, 496, 97, 521)
zodiac-icon: ♍ (1143, 1053, 1205, 1115)
event-item: ଓଡ଼ିଆ ପକ୍ଷ ପାଳନ ଅବସରରେ ଲୋକ କଳା ପାଇଁ ଶିବିର, ସ୍ଥାନ: ଯାଜପୁର ରୋଡ, ସମୟ: ପୂର୍ବାହ୍ନ ୧୦ଟା (450, 473, 662, 520)
headline-manoj: ମନୋଜ ପରିଡ଼ା ... (6, 1942, 218, 1977)
rashi-sign-forecast: ସବୁ କାମରେ ଉଦ୍ୟମ ଅଧିକ କରନ୍ତୁ। ସମୟକ୍ରମେ ଜିନିଷ ହାସଲ ହେବ। କର୍ମକ୍ଷେତ୍ରରେ ପଦୋନ୍ନତି ଯୋଗ ଅଛି। ବାଣିଜ୍ୟ, କମିଶନ କାରବାର, ନିର୍ମାଣ କ୍ଷେତ୍ରରେ ଲାଭ ହେବ। (1223, 869, 1469, 932)
events-column-2 (228, 150, 438, 1342)
story-tahawwur-para: ବୋଲି ଆଶଙ୍କା ପ୍ରକାଶ କରିଥିଲେ। ହେଲେ ଆମେରିକା ସୁପ୍ରିମକୋର୍ଟ ତାଙ୍କ ଆବେଦନକୁ ଖାରଜ କରିଦେଇଥିଲା। ଏହାପରେ ତାଙ୍କୁ ଭାରତକୁ ପ୍ରତ୍ୟର୍ପଣ କରିବାର ବାଟ ଖୋଲିଥିଲା। ୨୦୦୮ ମସିହା ନଭେମ୍ବର ୨୬ରେ ମୁମ୍ବାଇ ଆକ୍ରମଣରେ ୧୬୬ ଜଣଙ୍କ ମୃତ୍ୟୁ ହୋଇଥିଲା। (872, 1389, 1118, 1468)
story-pandian-para: ଦଳର କେତେକ ବରିଷ୍ଠ ନେତା କହିଛନ୍ତି, ଦଳ ସୁପ୍ରିମୋଙ୍କ ନିଷ୍ପତ୍ତି ହିଁ ଅନ୍ତିମ। ୨୦୨୪ ନିର୍ବାଚନ ପରେ ସେ ସକ୍ରିୟ ରାଜନୀତିରୁ ଓହରି ଯାଇଥିଲେ। ଏବେ ପୁଣି ଥରେ ତାଙ୍କ ଫେରିବାକୁ ନେଇ ଅଟକଳ ଚାଲିଛି। ସେ ଦଳୀୟ କର୍ମୀଙ୍କ ସହ ଯୋଗାଯୋଗ ରଖିଛନ୍ତି ବୋଲି କୁହାଯାଉଛି। (378, 1756, 598, 1852)
story-mbbs-para: ଏବଂ ୯୦.୩ ପର୍ସେଣ୍ଟାଇଲ ସ୍କୋର କରିଥିଲେ। ମେଡିକାଲ ପ୍ରବେଶିକା ପରୀକ୍ଷାରେ ଏମାନେ ଭଲ ରାଙ୍କ ହାସଲ କରିଛନ୍ତି। ଯାଆଁଳା ଭାଇଭଉଣୀ ଏକାସାଙ୍ଗରେ ଏମ୍‌ବିବିଏସ୍ ପଢ଼ିବେ ବୋଲି ପରିବାରରେ ଖୁସିର ବାତାବରଣ ଖେଳିଯାଇଛି। ସେମାନେ କହିଛନ୍ତି, ପିଲାଦିନରୁ ଡାକ୍ତର ହେବାର ସ୍ୱପ୍ନ ଥିଲା। (608, 1489, 864, 1585)
event-item: ୧୫ ଦିନିଆ ଗୋସ୍ୱାମୀ ଦିବସ, ସ୍ଥାନ: ଦସପଲ୍ଲା, ସମୟ: ଅପରାହ୍ନ ୩ଟା (450, 652, 662, 682)
event-item: ଶ୍ରୀ ରାମନବମୀ ମହୋତ୍ସବ ପାଳନ, ସ୍ଥାନ: ରେଢ଼ାଖୋଲ, ସମୟ: ପୂର୍ବାହ୍ନ ୧୦ଟା (896, 545, 1118, 575)
story-tahawwur (872, 1388, 1118, 2128)
registration-dot-cyan (1140, 2322, 1152, 2334)
events-column-4 (672, 92, 886, 1342)
zodiac-icon: ♓ (1143, 1995, 1205, 2057)
event-item: ଶିବମ୍ କପ୍ ଫୁଟବଲ ଫାଇନାଲ, ସ୍ଥାନ: ଛୁରିଆମୁଣ୍ଡା ପଡ଼ିଆ, ବାରିପଦା, ସମୟ: ଅପରାହ୍ନ ୪ଟା (228, 544, 438, 591)
story-pandian (378, 1654, 598, 2306)
rashi-sign-forecast: ଆଜିର କାମ ଠିକ୍ ଭାବେ କରିବାକୁ ଚେଷ୍ଟା କରନ୍ତୁ। ନୂଆ ଯୋଜନା ସଫଳ ହେବ। କାରବାର, ନିର୍ମାଣ ବାଣିଜ୍ୟ, ବ୍ୟବସାୟରେ ଆଶାନୁରୂପ ସୁଫଳ ପାଇବେ। (1223, 1811, 1469, 1857)
zodiac-icon: ♌ (1143, 896, 1205, 958)
event-district-heading: ରାଉରକେଲା (672, 684, 763, 709)
column-rule (444, 150, 445, 1342)
event-item: ଶିବମ୍ କପ୍ - ୨୦୨୫ ଫୁଟବଲ ଟୁର୍ଣ୍ଣାମେଣ୍ଟ, ସ୍ଥାନ: ଶ୍ରୀରାମଚନ୍ଦ୍ରପୁର ପଡ଼ିଆ, ବାରିପଦା, ସମୟ: ଅପରାହ୍ନ ୩ଟା (228, 385, 438, 432)
story-phule-cont: ଏହି ଫିଲ୍ମ ପରେ ଜ୍ୟୋତିରାଓ ଫୁଲେ ଓ ସାବିତ୍ରୀବାଈ ଫୁଲେଙ୍କ ଜୀବନ ସଂଘର୍ଷ ବିଷୟରେ ଲୋକେ ଜାଣିପାରିବେ ବୋଲି ଅଭିନେତା ପ୍ରତୀକ ଗାନ୍ଧୀ କହିଛନ୍ତି। (154, 1653, 368, 1716)
event-item: ଶ୍ରୀ ଭାଗବତ ପାରାୟଣ ଓ ଗୀତା ମହାଯଜ୍ଞ, ସ୍ଥାନ: ଡେରାବିଶ, ସମୟ: ସକାଳ ୭ଟା (450, 346, 662, 376)
front-page-continued-label: ପ୍ରଥମ ପୃଷ୍ଠାରୁ... (150, 1912, 330, 1934)
rashi-sign-name: ମୀନ (1135, 1967, 1215, 1991)
event-item: ମା' ମଜ୍ଞୁଳାଭାଇଙ୍କ ମନ୍ଦିର ଯାତ୍ରା ଉପଲକ୍ଷେ ଯଜ୍ଞ, ସ୍ଥାନ: ଗୁଣୁପୁର, ସମୟ: ସକାଳ ୮ଟା (672, 200, 886, 230)
event-item: ଶ୍ରୀ ଶ୍ରୀ ସୀତା ରାମଚନ୍ଦ୍ର ରାମାୟଣ ମଣ୍ଡଳୀ ପରିବେଷିତ ସଂସ୍କୃତିକ କାର୍ଯ୍ୟକ୍ରମ, ସ୍ଥାନ: ମଠ ପଡ଼ିଆ, ଗୋପାଳପୁର, ସମୟ: ରାତି ୧୧ଟା (6, 167, 220, 214)
rashi-sign-entry (1127, 1021, 1472, 1133)
event-item: ଶ୍ରୀ ଶ୍ରୀ ଦଣ୍ଡପ୍ରଭାକର ଦେବ ରାମଲୀଳା ନାଟ୍ୟ ପରିଷଦ ଅନୁଷ୍ଠିତ ରାମଲୀଳା ନାଟକ 'ରାବଣ ନିଧନ', ସ୍ଥାନ: ଶ୍ରୀ ଦଣ୍ଡପ୍ରଭାକର ମନ୍ଦିର ପରିସର, ସମୟ: ରାତି ୧୧ଟା (6, 219, 220, 283)
event-item: ସାଂସ୍କୃତିକ କାର୍ଯ୍ୟକ୍ରମ, ସ୍ଥାନ: ଶ୍ରୀରାମ ମଣ୍ଡପ, ଆଣ୍ଡିଆ, ସମୟ: ସନ୍ଧ୍ୟା ୭ଟା (228, 239, 438, 269)
